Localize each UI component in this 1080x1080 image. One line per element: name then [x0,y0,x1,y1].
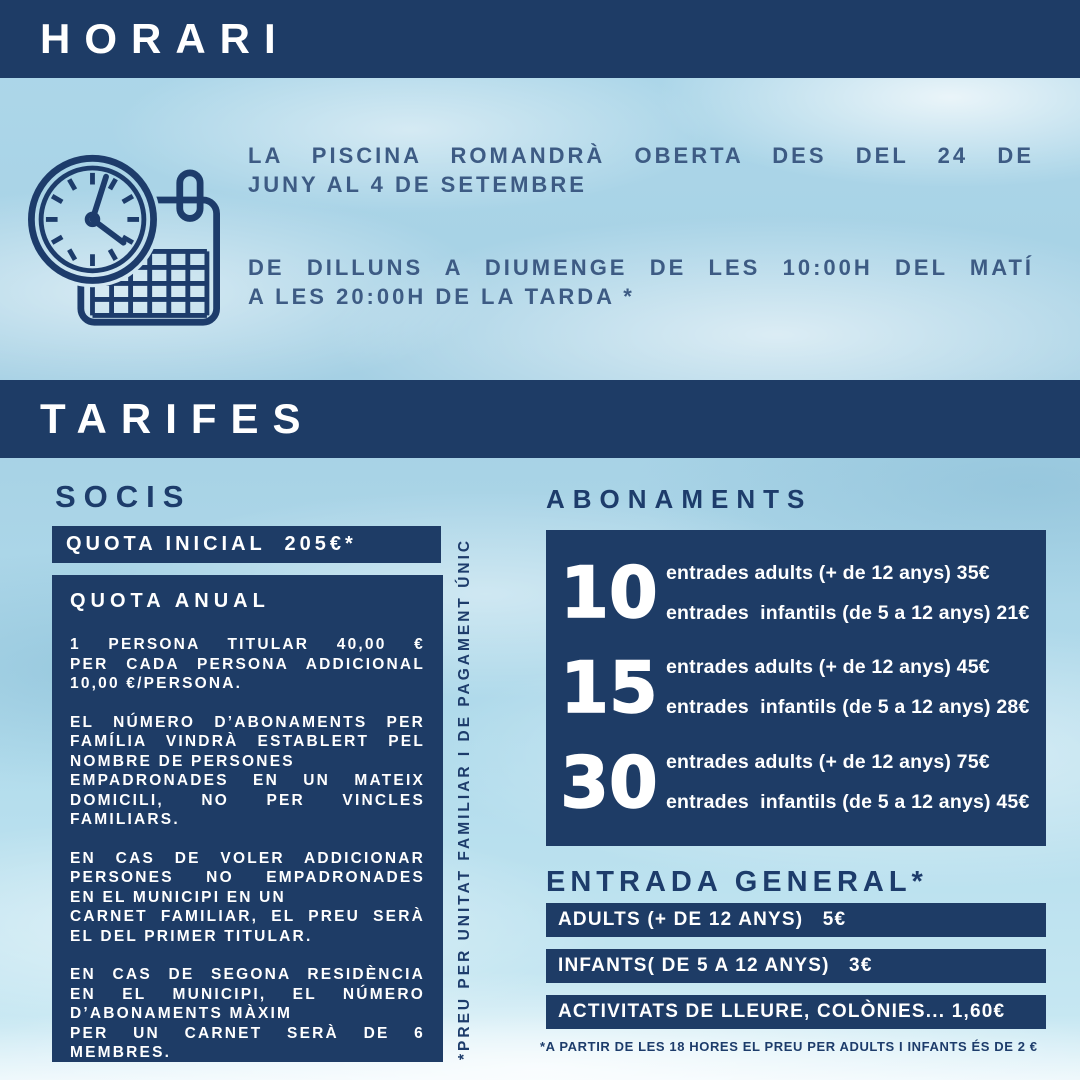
abonament-row: entrades infantils (de 5 a 12 anys) 45€ [666,791,1030,814]
text-line: D’ABONAMENTS MÀXIM [70,1005,293,1022]
abonaments-heading: ABONAMENTS [546,484,813,514]
family-price-note: *PREU PER UNITAT FAMILIAR I DE PAGAMENT ÚNIC [456,537,473,1060]
text-line: LA PISCINA ROMANDRÀ OBERTA DES DEL 24 DE [248,143,1034,168]
text-line: CARNET FAMILIAR, EL PREU SERÀ [70,908,425,925]
horari-paragraph [248,253,1034,311]
quota-paragraph [70,635,425,694]
horari-title: HORARI [40,15,290,62]
abonament-rows [664,562,1030,625]
abonament-rows [664,751,1030,814]
quota-anual-title: QUOTA ANUAL [70,590,270,612]
tarifes-title: TARIFES [40,395,315,442]
text-line: PERSONES NO EMPADRONADES [70,869,425,886]
text-line: DOMICILI, NO PER VINCLES [70,791,425,809]
text-line: EN EL MUNICIPI EN UN [70,888,286,906]
clock-calendar-icon [24,136,224,328]
text-line: EL DEL PRIMER TITULAR. [70,927,313,945]
quota-paragraph [70,849,425,947]
abonament-count: 30 [560,741,658,824]
quota-anual-box [52,575,443,1062]
tarifes-banner [0,380,1080,458]
entrada-bar: ACTIVITATS DE LLEURE, COLÒNIES... 1,60€ [546,995,1046,1029]
after-18h-footnote: *A PARTIR DE LES 18 HORES EL PREU PER ADULTS I INFANTS ÉS DE 2 € [540,1039,1038,1054]
horari-text [248,141,1034,365]
text-line: PER CADA PERSONA ADDICIONAL [70,655,425,673]
quota-paragraph [70,965,425,1062]
abonament-row: entrades adults (+ de 12 anys) 35€ [666,561,990,584]
quota-inicial-box: QUOTA INICIAL 205€* [52,526,441,563]
abonaments-box [546,530,1046,846]
abonament-count: 10 [560,552,658,635]
text-line: EMPADRONADES EN UN MATEIX [70,772,425,789]
entrada-bar: ADULTS (+ DE 12 ANYS) 5€ [546,903,1046,937]
abonament-row: entrades adults (+ de 12 anys) 75€ [666,751,990,774]
text-line: EN EL MUNICIPI, EL NÚMERO [70,985,425,1003]
entrada-general-heading: ENTRADA GENERAL* [546,866,928,898]
abonament-row: entrades infantils (de 5 a 12 anys) 21€ [666,601,1030,624]
socis-heading: SOCIS [55,479,192,514]
quota-paragraph [70,713,425,830]
text-line: FAMÍLIA VINDRÀ ESTABLERT PEL [70,733,425,750]
text-line: EN CAS DE VOLER ADDICIONAR [70,849,425,867]
abonament-group [554,743,1046,823]
text-line: 1 PERSONA TITULAR 40,00 € [70,636,425,653]
text-line: EL NÚMERO D’ABONAMENTS PER [70,713,425,731]
quota-anual-text [70,635,425,1062]
entrada-bar: INFANTS( DE 5 A 12 ANYS) 3€ [546,949,1046,983]
text-line: DE DILLUNS A DIUMENGE DE LES 10:00H DEL MATÍ [248,255,1034,280]
text-line: JUNY AL 4 DE SETEMBRE [248,172,587,197]
text-line: A LES 20:00H DE LA TARDA * [248,284,635,309]
abonament-group [554,648,1046,728]
abonament-row: entrades adults (+ de 12 anys) 45€ [666,656,990,679]
text-line: MEMBRES. [70,1044,172,1061]
abonament-rows [664,656,1030,719]
abonament-row: entrades infantils (de 5 a 12 anys) 28€ [666,696,1030,719]
text-line: 10,00 €/PERSONA. [70,675,243,692]
abonament-count: 15 [560,646,658,729]
text-line: EN CAS DE SEGONA RESIDÈNCIA [70,966,425,983]
abonament-group [554,553,1046,633]
horari-banner [0,0,1080,78]
horari-paragraph [248,141,1034,199]
text-line: PER UN CARNET SERÀ DE 6 [70,1024,425,1042]
text-line: NOMBRE DE PERSONES [70,752,295,770]
text-line: FAMILIARS. [70,811,180,828]
entrada-general-list [546,903,1046,1041]
